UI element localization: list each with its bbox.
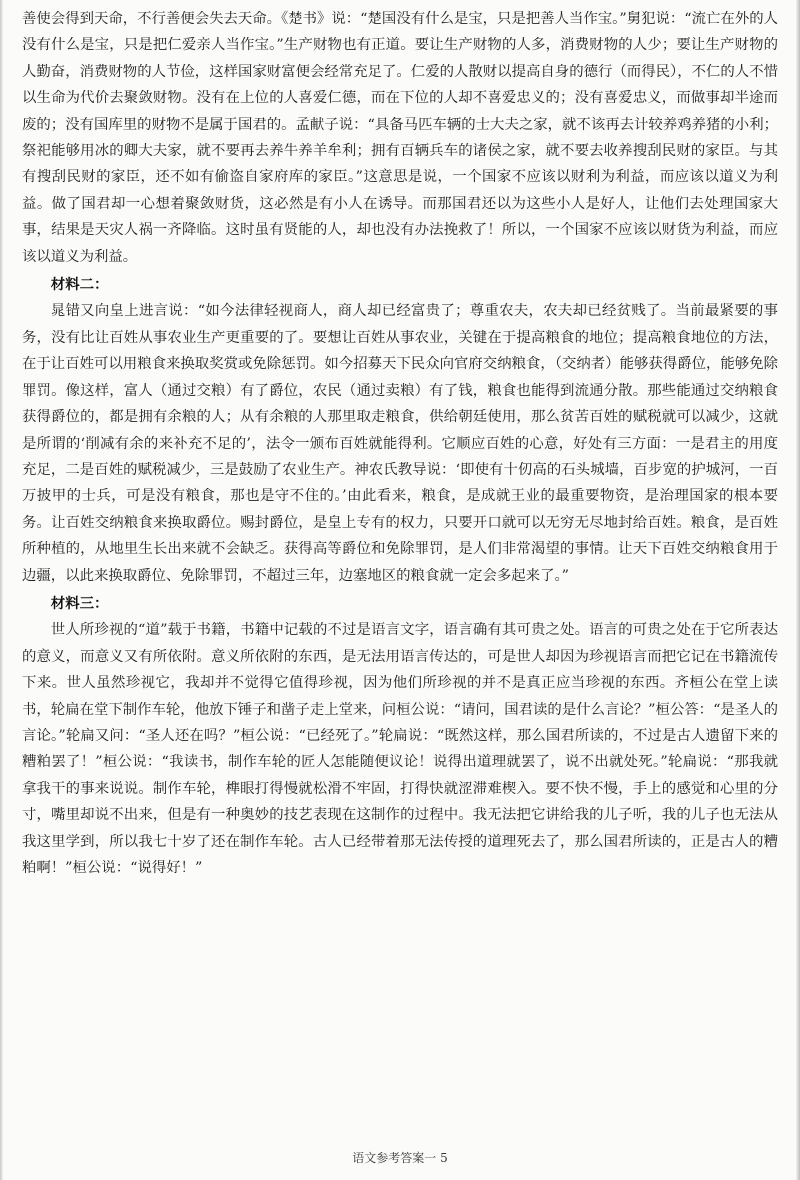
section-3-paragraph: 世人所珍视的“道”载于书籍，书籍中记载的不过是语言文字，语言确有其可贵之处。语言的可贵之处在于它所表达的意义，而意义又有所依附。意义所依附的东西，是无法用语言传达的，可是世人却因为珍视语言而把它记在书籍流传下来。世人虽然珍视它，我却并不觉得它值得珍视，因为他们所珍视的并不是真正应当珍视的东西。齐桓公在堂上读书，轮扁在堂下制作车轮，他放下锤子和凿子走上堂来，问桓公说：“请问，国君读的是什么言论？”桓公答：“是圣人的言论。”轮扁又问：“圣人还在吗？”桓公说：“已经死了。”轮扁说：“既然这样，那么国君所读的，不过是古人遗留下来的糟粕罢了！”桓公说：“我读书，制作车轮的匠人怎能随便议论！说得出道理就罢了，说不出就处死。”轮扁说：“那我就拿我干的事来说说。制作车轮，榫眼打得慢就松滑不牢固，打得快就涩滞难楔入。要不快不慢，手上的感觉和心里的分寸，嘴里却说不出来，但是有一种奥妙的技艺表现在这制作的过程中。我无法把它讲给我的儿子听，我的儿子也无法从我这里学到，所以我七十岁了还在制作车轮。古人已经带着那无法传授的道理死去了，那么国君所读的，正是古人的糟粕啊！”桓公说：“说得好！”: [22, 622, 778, 876]
section-3-heading: 材料三：: [50, 595, 109, 612]
intro-paragraph: 善使会得到天命，不行善便会失去天命。《楚书》说：“楚国没有什么是宝，只是把善人当作宝。”舅犯说：“流亡在外的人没有什么是宝，只是把仁爱亲人当作宝。”生产财物也有正道。要让生产财物的人多，消费财物的人少；要让生产财物的人勤奋，消费财物的人节俭，这样国家财富便会经常充足了。仁爱的人散财以提高自身的德行（而得民），不仁的人不惜以生命为代价去聚敛财物。没有在上位的人喜爱仁德，而在下位的人却不喜爱忠义的；没有喜爱忠义，而做事却半途而废的；没有国库里的财物不是属于国君的。孟献子说：“具备马匹车辆的士大夫之家，就不该再去计较养鸡养猪的小利；祭祀能够用冰的卿大夫家，就不要再去养牛养羊牟利；拥有百辆兵车的诸侯之家，就不要去收养搜刮民财的家臣。与其有搜刮民财的家臣，还不如有偷盗自家府库的家臣。”这意思是说，一个国家不应该以财利为利益，而应该以道义为利益。做了国君却一心想着聚敛财货，这必然是有小人在诱导。而那国君还以为这些小人是好人，让他们去处理国家大事，结果是天灾人祸一齐降临。这时虽有贤能的人，却也没有办法挽救了！所以，一个国家不应该以财货为利益，而应该以道义为利益。: [22, 11, 778, 265]
page-edge-shadow-left: [0, 0, 3, 1180]
document-body: [22, 6, 778, 881]
page-footer: 语文参考答案一 5: [352, 1151, 448, 1165]
page-edge-shadow-right: [796, 0, 800, 1180]
section-2-heading: 材料二：: [50, 277, 109, 294]
section-2-paragraph: 晁错又向皇上进言说：“如今法律轻视商人，商人却已经富贵了；尊重农夫，农夫却已经贫贱了。当前最紧要的事务，没有比让百姓从事农业生产更重要的了。要想让百姓从事农业，关键在于提高粮食的地位；提高粮食地位的方法，在于让百姓可以用粮食来换取奖赏或免除惩罚。如今招募天下民众向官府交纳粮食，（交纳者）能够获得爵位，能够免除罪罚。像这样，富人（通过交粮）有了爵位，农民（通过卖粮）有了钱，粮食也能得到流通分散。那些能通过交纳粮食获得爵位的，都是拥有余粮的人；从有余粮的人那里取走粮食，供给朝廷使用，那么贫苦百姓的赋税就可以减少，这就是所谓的‘削减有余的来补充不足的’，法令一颁布百姓就能得利。它顺应百姓的心意，好处有三方面：一是君主的用度充足，二是百姓的赋税减少，三是鼓励了农业生产。神农氏教导说：‘即使有十仞高的石头城墙，百步宽的护城河，一百万披甲的士兵，可是没有粮食，那也是守不住的。’由此看来，粮食，是成就王业的最重要物资，是治理国家的根本要务。让百姓交纳粮食来换取爵位。赐封爵位，是皇上专有的权力，只要开口就可以无穷无尽地封给百姓。粮食，是百姓所种植的，从地里生长出来就不会缺乏。获得高等爵位和免除罪罚，是人们非常渴望的事情。让天下百姓交纳粮食用于边疆，以此来换取爵位、免除罪罚，不超过三年，边塞地区的粮食就一定会多起来了。”: [22, 303, 778, 584]
